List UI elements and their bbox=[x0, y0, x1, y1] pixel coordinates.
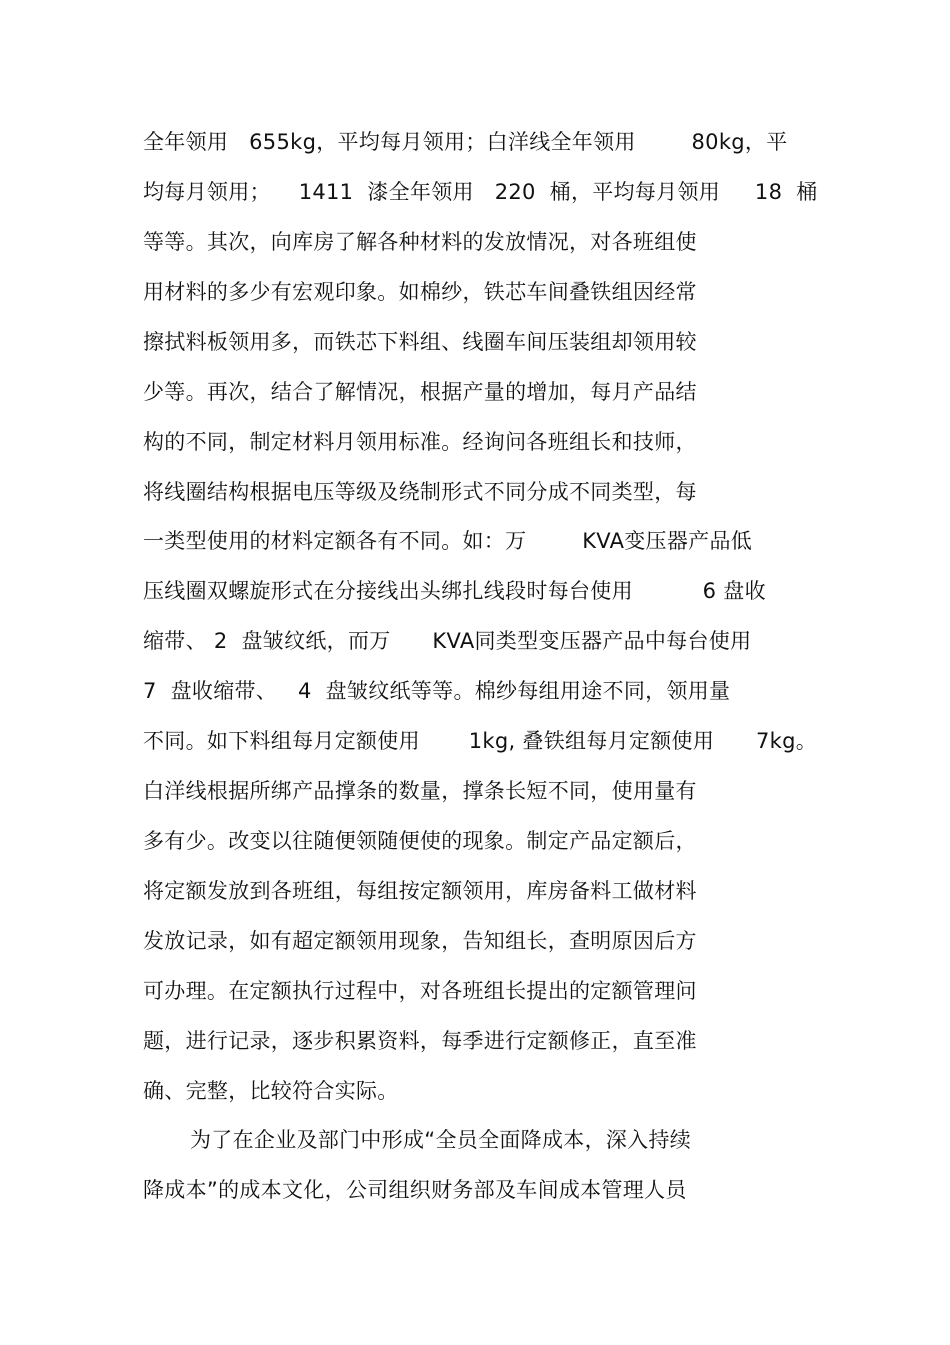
text-line: 7 盘收缩带、 4 盘皱纹纸等等。棉纱每组用途不同，领用量 bbox=[143, 679, 731, 703]
text-line: 降成本”的成本文化，公司组织财务部及车间成本管理人员 bbox=[143, 1178, 687, 1202]
text-line: 缩带、 2 盘皱纹纸，而万 KVA同类型变压器产品中每台使用 bbox=[143, 629, 752, 653]
text-line: 用材料的多少有宏观印象。如棉纱，铁芯车间叠铁组因经常 bbox=[143, 280, 697, 304]
text-line: 多有少。改变以往随便领随便使的现象。制定产品定额后， bbox=[143, 829, 697, 853]
text-line: 将定额发放到各班组，每组按定额领用，库房备料工做材料 bbox=[143, 879, 697, 903]
text-line: 构的不同，制定材料月领用标准。经询问各班组长和技师， bbox=[143, 430, 697, 454]
text-line: 等等。其次，向库房了解各种材料的发放情况，对各班组使 bbox=[143, 230, 697, 254]
text-line: 发放记录，如有超定额领用现象，告知组长，查明原因后方 bbox=[143, 929, 697, 953]
paragraph-first-line: 为了在企业及部门中形成“全员全面降成本，深入持续 bbox=[190, 1128, 692, 1152]
text-line: 可办理。在定额执行过程中，对各班组长提出的定额管理问 bbox=[143, 979, 697, 1003]
text-line: 白洋线根据所绑产品撑条的数量，撑条长短不同，使用量有 bbox=[143, 779, 697, 803]
text-line: 均每月领用； 1411 漆全年领用 220 桶，平均每月领用 18 桶 bbox=[143, 180, 818, 204]
text-line: 确、完整，比较符合实际。 bbox=[143, 1079, 399, 1103]
text-line: 全年领用 655kg，平均每月领用；白洋线全年领用 80kg，平 bbox=[143, 130, 788, 154]
text-line: 不同。如下料组每月定额使用 1kg, 叠铁组每月定额使用 7kg。 bbox=[143, 729, 818, 753]
text-line: 少等。再次，结合了解情况，根据产量的增加，每月产品结 bbox=[143, 380, 697, 404]
text-line: 题，进行记录，逐步积累资料，每季进行定额修正，直至准 bbox=[143, 1029, 697, 1053]
text-line: 将线圈结构根据电压等级及绕制形式不同分成不同类型，每 bbox=[143, 480, 697, 504]
text-line: 一类型使用的材料定额各有不同。如：万 KVA变压器产品低 bbox=[143, 529, 753, 553]
text-line: 压线圈双螺旋形式在分接线出头绑扎线段时每台使用 6 盘收 bbox=[143, 579, 766, 603]
text-line: 擦拭料板领用多，而铁芯下料组、线圈车间压装组却领用较 bbox=[143, 330, 697, 354]
